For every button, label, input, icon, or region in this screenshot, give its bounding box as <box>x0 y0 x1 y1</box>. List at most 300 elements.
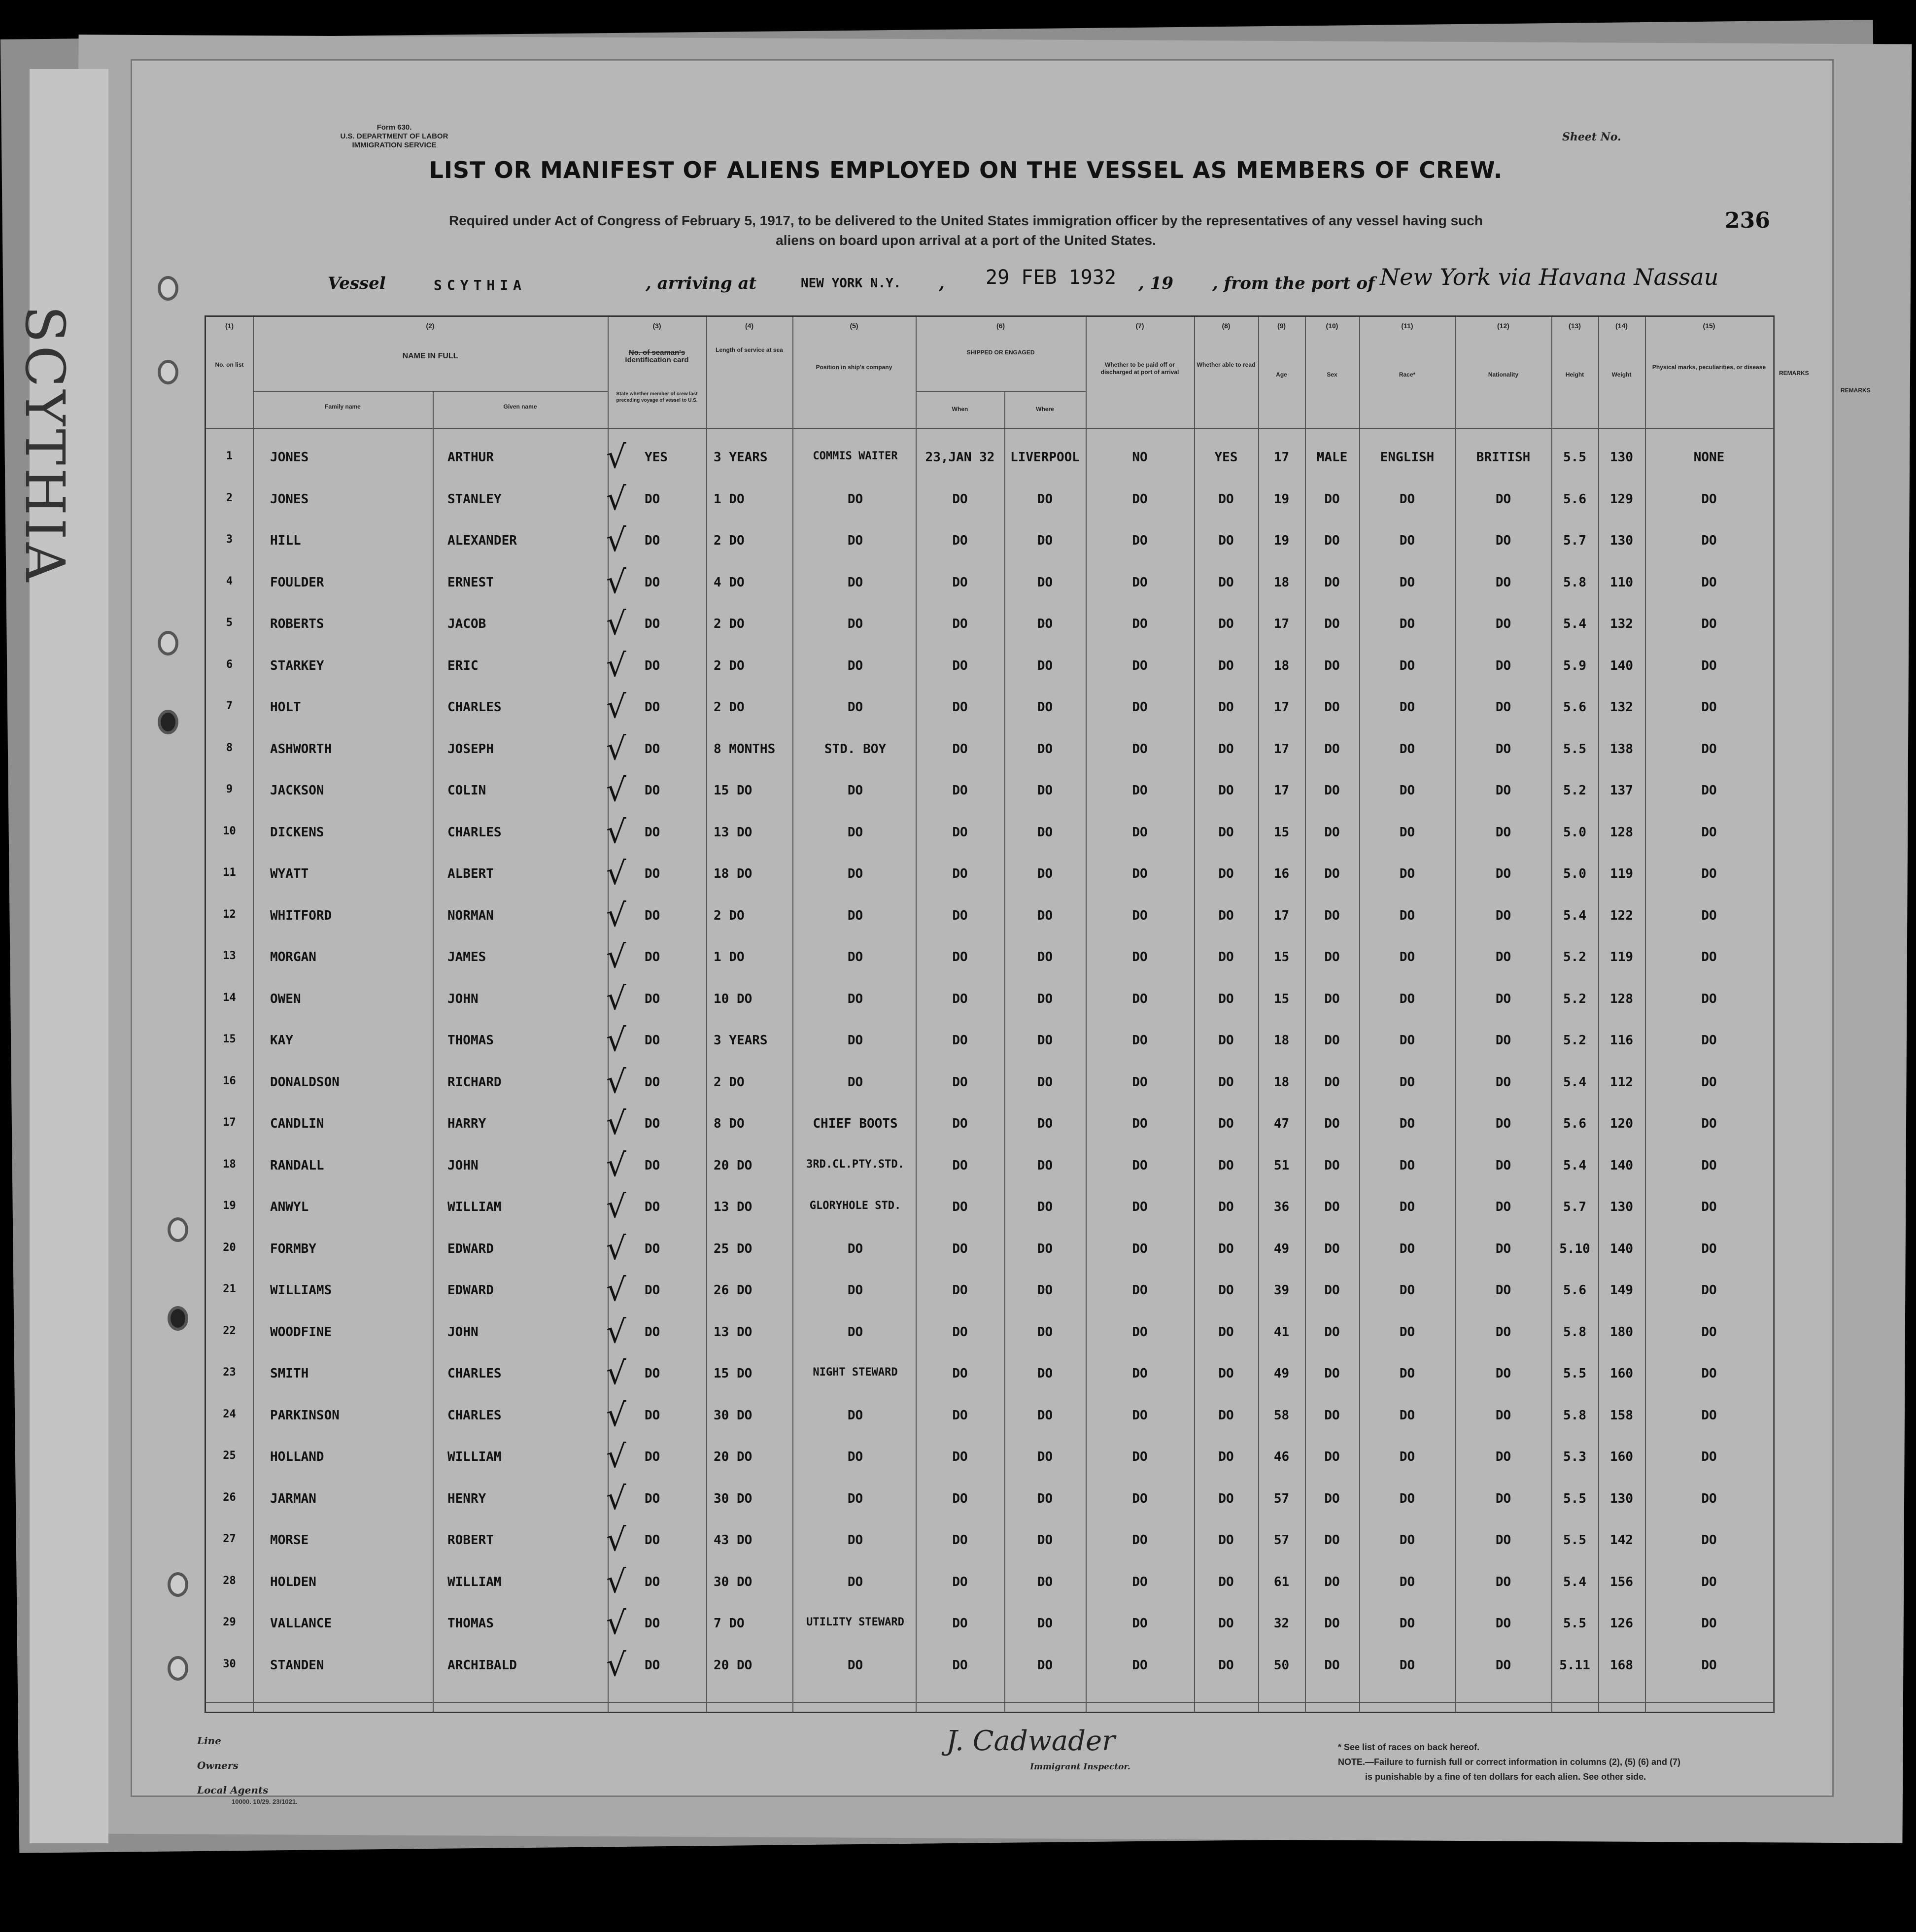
cell-service: 13 DO <box>714 1324 753 1340</box>
col-number: (2) <box>426 322 435 330</box>
cell-paid: NO <box>1132 450 1148 465</box>
cell-race: DO <box>1399 825 1415 840</box>
cell-phys: DO <box>1701 908 1717 923</box>
cell-no: 28 <box>223 1574 236 1587</box>
header-length-service: Length of service at sea <box>716 346 783 353</box>
cell-phys: DO <box>1701 783 1717 798</box>
cell-prev: DO <box>645 1074 660 1090</box>
cell-prev: DO <box>645 783 660 798</box>
cell-service: 20 DO <box>714 1449 753 1464</box>
cell-race: DO <box>1399 533 1415 548</box>
cell-service: 8 MONTHS <box>714 741 776 757</box>
cell-when: DO <box>952 991 968 1006</box>
cell-service: 3 YEARS <box>714 1033 768 1048</box>
cell-height: 5.4 <box>1563 1158 1586 1173</box>
cell-height: 5.8 <box>1563 575 1586 590</box>
cell-when: DO <box>952 1491 968 1506</box>
cell-sex: DO <box>1324 533 1340 548</box>
table-row <box>206 1189 1773 1229</box>
cell-weight: 132 <box>1610 617 1633 631</box>
stamp-number: 236 <box>1725 208 1770 233</box>
punch-hole <box>158 276 178 301</box>
table-row <box>206 689 1773 729</box>
cell-read: DO <box>1218 1657 1234 1673</box>
cell-position: DO <box>847 491 863 507</box>
cell-phys: DO <box>1701 1324 1717 1340</box>
cell-prev: DO <box>645 491 660 507</box>
cell-race: DO <box>1399 617 1415 631</box>
check-mark-icon: √ <box>606 1397 626 1434</box>
cell-nat: DO <box>1495 1283 1511 1298</box>
cell-given: JAMES <box>447 950 486 965</box>
cell-weight: 142 <box>1610 1533 1633 1548</box>
cell-position: DO <box>847 1074 863 1090</box>
cell-weight: 132 <box>1610 700 1633 715</box>
cell-nat: DO <box>1495 783 1511 798</box>
cell-where: DO <box>1037 1241 1053 1256</box>
cell-position: DO <box>847 783 863 798</box>
subtitle-line-2: aliens on board upon arrival at a port of the United States. <box>776 233 1156 248</box>
table-row <box>206 1105 1773 1146</box>
cell-service: 2 DO <box>714 1074 745 1090</box>
header-bottom-rule <box>206 428 1773 429</box>
check-mark-icon: √ <box>606 1272 626 1309</box>
cell-position: DO <box>847 1408 863 1423</box>
cell-prev: DO <box>645 1200 660 1214</box>
cell-prev: DO <box>645 1449 660 1464</box>
check-mark-icon: √ <box>606 1105 626 1142</box>
cell-where: DO <box>1037 741 1053 757</box>
strip-handwriting: SCYTHIA <box>13 306 76 585</box>
header-sex: Sex <box>1327 371 1337 378</box>
cell-nat: DO <box>1495 866 1511 881</box>
table-row <box>206 1605 1773 1646</box>
cell-height: 5.5 <box>1563 741 1586 757</box>
header-where: Where <box>1036 406 1054 413</box>
check-mark-icon: √ <box>606 897 626 934</box>
check-mark-icon: √ <box>606 1355 626 1392</box>
cell-no: 3 <box>226 533 233 546</box>
cell-weight: 140 <box>1610 1241 1633 1256</box>
cell-read: DO <box>1218 783 1234 798</box>
cell-family: DICKENS <box>270 825 324 840</box>
check-mark-icon: √ <box>606 1563 626 1600</box>
table-row <box>206 980 1773 1021</box>
cell-where: DO <box>1037 825 1053 840</box>
table-row <box>206 939 1773 979</box>
header-when: When <box>952 406 968 413</box>
check-mark-icon: √ <box>606 980 626 1017</box>
cell-where: DO <box>1037 491 1053 507</box>
cell-race: DO <box>1399 1533 1415 1548</box>
cell-prev: DO <box>645 1324 660 1340</box>
cell-given: EDWARD <box>447 1241 494 1256</box>
cell-sex: DO <box>1324 1158 1340 1173</box>
cell-prev: DO <box>645 741 660 757</box>
cell-height: 5.7 <box>1563 1200 1586 1214</box>
cell-phys: DO <box>1701 1158 1717 1173</box>
cell-when: DO <box>952 533 968 548</box>
cell-phys: DO <box>1701 1616 1717 1631</box>
cell-family: JARMAN <box>270 1491 316 1506</box>
cell-age: 16 <box>1273 866 1290 881</box>
cell-sex: DO <box>1324 1449 1340 1464</box>
cell-age: 15 <box>1273 991 1290 1006</box>
table-row <box>206 1563 1773 1604</box>
cell-height: 5.7 <box>1563 533 1586 548</box>
cell-nat: DO <box>1495 491 1511 507</box>
cell-sex: DO <box>1324 1283 1340 1298</box>
cell-paid: DO <box>1132 1616 1148 1631</box>
cell-height: 5.5 <box>1563 1366 1586 1381</box>
cell-read: DO <box>1218 533 1234 548</box>
cell-where: DO <box>1037 908 1053 923</box>
table-row <box>206 564 1773 605</box>
cell-phys: DO <box>1701 1366 1717 1381</box>
cell-where: DO <box>1037 617 1053 631</box>
punch-hole <box>158 710 178 734</box>
cell-height: 5.8 <box>1563 1324 1586 1340</box>
cell-weight: 128 <box>1610 991 1633 1006</box>
cell-prev: DO <box>645 991 660 1006</box>
cell-height: 5.8 <box>1563 1408 1586 1423</box>
col-number: (11) <box>1401 322 1413 330</box>
check-mark-icon: √ <box>606 814 626 851</box>
col-number: (15) <box>1703 322 1715 330</box>
col-rule <box>1773 317 1774 1712</box>
cell-age: 18 <box>1273 1033 1290 1048</box>
cell-height: 5.6 <box>1563 700 1586 715</box>
cell-service: 15 DO <box>714 1366 753 1381</box>
cell-paid: DO <box>1132 533 1148 548</box>
cell-read: DO <box>1218 1616 1234 1631</box>
cell-no: 9 <box>226 783 233 795</box>
col-number: (3) <box>652 322 661 330</box>
cell-age: 46 <box>1273 1449 1290 1464</box>
cell-position: DO <box>847 825 863 840</box>
cell-service: 3 YEARS <box>714 450 768 465</box>
cell-age: 49 <box>1273 1241 1290 1256</box>
cell-prev: DO <box>645 1116 660 1131</box>
from-port-handwritten: New York via Havana Nassau <box>1380 264 1719 290</box>
cell-given: ARTHUR <box>447 450 494 465</box>
header-family-name: Family name <box>325 403 361 410</box>
cell-service: 20 DO <box>714 1158 753 1173</box>
cell-service: 8 DO <box>714 1116 745 1131</box>
penalty-note-2: is punishable by a fine of ten dollars for each alien. See other side. <box>1365 1772 1646 1782</box>
cell-sex: DO <box>1324 1074 1340 1090</box>
cell-position: UTILITY STEWARD <box>806 1616 904 1628</box>
cell-service: 1 DO <box>714 491 745 507</box>
cell-sex: DO <box>1324 617 1340 631</box>
cell-given: WILLIAM <box>447 1574 502 1589</box>
cell-when: DO <box>952 1116 968 1131</box>
cell-where: DO <box>1037 533 1053 548</box>
cell-age: 17 <box>1273 700 1290 715</box>
header-given-name: Given name <box>503 403 537 410</box>
cell-when: DO <box>952 1074 968 1090</box>
cell-when: DO <box>952 1574 968 1589</box>
cell-prev: DO <box>645 575 660 590</box>
cell-where: DO <box>1037 1574 1053 1589</box>
cell-when: DO <box>952 1657 968 1673</box>
cell-when: DO <box>952 658 968 673</box>
cell-sex: DO <box>1324 1616 1340 1631</box>
cell-family: PARKINSON <box>270 1408 340 1423</box>
cell-phys: DO <box>1701 533 1717 548</box>
cell-no: 2 <box>226 491 233 504</box>
cell-when: DO <box>952 617 968 631</box>
cell-sex: DO <box>1324 658 1340 673</box>
cell-paid: DO <box>1132 908 1148 923</box>
cell-age: 49 <box>1273 1366 1290 1381</box>
cell-read: DO <box>1218 1033 1234 1048</box>
check-mark-icon: √ <box>606 689 626 725</box>
cell-service: 30 DO <box>714 1574 753 1589</box>
cell-paid: DO <box>1132 1116 1148 1131</box>
cell-race: DO <box>1399 991 1415 1006</box>
col-number: (13) <box>1569 322 1581 330</box>
cell-service: 30 DO <box>714 1408 753 1423</box>
cell-paid: DO <box>1132 950 1148 965</box>
cell-height: 5.10 <box>1559 1241 1590 1256</box>
cell-sex: DO <box>1324 825 1340 840</box>
cell-position: DO <box>847 1324 863 1340</box>
cell-read: DO <box>1218 991 1234 1006</box>
cell-prev: DO <box>645 866 660 881</box>
cell-sex: DO <box>1324 783 1340 798</box>
cell-given: COLIN <box>447 783 486 798</box>
cell-position: DO <box>847 700 863 715</box>
table-row <box>206 1439 1773 1479</box>
check-mark-icon: √ <box>606 1439 626 1475</box>
cell-race: DO <box>1399 1574 1415 1589</box>
cell-race: DO <box>1399 1449 1415 1464</box>
cell-paid: DO <box>1132 575 1148 590</box>
cell-paid: DO <box>1132 1158 1148 1173</box>
cell-given: ERNEST <box>447 575 494 590</box>
cell-family: WYATT <box>270 866 309 881</box>
cell-service: 7 DO <box>714 1616 745 1631</box>
cell-sex: MALE <box>1316 450 1348 465</box>
cell-nat: BRITISH <box>1476 450 1531 465</box>
table-row <box>206 1272 1773 1312</box>
punch-hole <box>158 360 178 384</box>
cell-family: ROBERTS <box>270 617 324 631</box>
cell-prev: DO <box>645 1033 660 1048</box>
cell-race: DO <box>1399 700 1415 715</box>
check-mark-icon: √ <box>606 606 626 642</box>
punch-hole <box>168 1217 188 1242</box>
table-row <box>206 1480 1773 1521</box>
cell-service: 13 DO <box>714 1200 753 1214</box>
cell-weight: 119 <box>1610 950 1633 965</box>
remarks-header-outer: REMARKS <box>1841 387 1871 394</box>
cell-weight: 140 <box>1610 658 1633 673</box>
cell-family: JONES <box>270 491 309 507</box>
cell-phys: DO <box>1701 658 1717 673</box>
check-mark-icon: √ <box>606 856 626 892</box>
cell-given: JOHN <box>447 1158 479 1173</box>
arriving-label: , arriving at <box>646 274 757 293</box>
cell-family: DONALDSON <box>270 1074 340 1090</box>
arrival-date-stamp: 29 FEB 1932 <box>986 266 1116 289</box>
cell-nat: DO <box>1495 1366 1511 1381</box>
cell-paid: DO <box>1132 491 1148 507</box>
cell-given: CHARLES <box>447 1408 502 1423</box>
cell-given: JOHN <box>447 1324 479 1340</box>
cell-phys: DO <box>1701 1533 1717 1548</box>
cell-service: 26 DO <box>714 1283 753 1298</box>
cell-paid: DO <box>1132 1200 1148 1214</box>
cell-nat: DO <box>1495 658 1511 673</box>
cell-family: JACKSON <box>270 783 324 798</box>
check-mark-icon: √ <box>606 1522 626 1558</box>
cell-position: DO <box>847 617 863 631</box>
cell-race: DO <box>1399 1324 1415 1340</box>
cell-no: 14 <box>223 991 236 1004</box>
name-subheader-rule <box>253 391 608 392</box>
cell-nat: DO <box>1495 533 1511 548</box>
cell-age: 17 <box>1273 741 1290 757</box>
cell-given: ROBERT <box>447 1533 494 1548</box>
cell-age: 61 <box>1273 1574 1290 1589</box>
cell-weight: 180 <box>1610 1324 1633 1340</box>
cell-paid: DO <box>1132 1324 1148 1340</box>
cell-given: JOHN <box>447 991 479 1006</box>
cell-position: DO <box>847 1574 863 1589</box>
cell-height: 5.5 <box>1563 1533 1586 1548</box>
cell-race: DO <box>1399 1616 1415 1631</box>
cell-family: HILL <box>270 533 301 548</box>
cell-phys: DO <box>1701 491 1717 507</box>
cell-no: 25 <box>223 1449 236 1462</box>
crew-manifest-table <box>205 315 1775 1713</box>
table-row <box>206 897 1773 938</box>
table-row <box>206 1647 1773 1688</box>
cell-no: 26 <box>223 1491 236 1504</box>
cell-read: DO <box>1218 1074 1234 1090</box>
cell-position: DO <box>847 1283 863 1298</box>
cell-no: 11 <box>223 866 236 879</box>
cell-race: DO <box>1399 1491 1415 1506</box>
cell-race: DO <box>1399 1033 1415 1048</box>
table-row <box>206 1313 1773 1354</box>
cell-age: 41 <box>1273 1324 1290 1340</box>
cell-nat: DO <box>1495 1491 1511 1506</box>
cell-sex: DO <box>1324 1408 1340 1423</box>
table-row <box>206 647 1773 688</box>
check-mark-icon: √ <box>606 481 626 518</box>
header-height: Height <box>1565 371 1584 378</box>
header-position: Position in ship's company <box>816 364 892 371</box>
cell-where: DO <box>1037 1408 1053 1423</box>
cell-given: WILLIAM <box>447 1449 502 1464</box>
cell-age: 19 <box>1273 491 1290 507</box>
cell-position: CHIEF BOOTS <box>813 1116 898 1131</box>
cell-sex: DO <box>1324 1366 1340 1381</box>
check-mark-icon: √ <box>606 1064 626 1101</box>
cell-age: 17 <box>1273 617 1290 631</box>
table-row <box>206 439 1773 480</box>
check-mark-icon: √ <box>606 522 626 559</box>
cell-height: 5.5 <box>1563 1616 1586 1631</box>
cell-paid: DO <box>1132 866 1148 881</box>
cell-service: 4 DO <box>714 575 745 590</box>
cell-family: ASHWORTH <box>270 741 332 757</box>
cell-paid: DO <box>1132 825 1148 840</box>
cell-prev: DO <box>645 1574 660 1589</box>
check-mark-icon: √ <box>606 730 626 767</box>
cell-phys: DO <box>1701 575 1717 590</box>
header-no-on-list: No. on list <box>215 361 244 368</box>
cell-read: DO <box>1218 1158 1234 1173</box>
cell-weight: 138 <box>1610 741 1633 757</box>
cell-phys: DO <box>1701 1283 1717 1298</box>
col-number: (10) <box>1326 322 1338 330</box>
cell-position: DO <box>847 908 863 923</box>
header-weight: Weight <box>1611 371 1632 378</box>
shipped-subheader-rule <box>916 391 1086 392</box>
cell-weight: 119 <box>1610 866 1633 881</box>
col-number: (14) <box>1615 322 1628 330</box>
cell-paid: DO <box>1132 617 1148 631</box>
cell-family: MORGAN <box>270 950 316 965</box>
cell-position: NIGHT STEWARD <box>813 1366 898 1379</box>
cell-prev: DO <box>645 1616 660 1631</box>
cell-nat: DO <box>1495 1408 1511 1423</box>
cell-weight: 130 <box>1610 1200 1633 1214</box>
cell-no: 12 <box>223 908 236 921</box>
cell-phys: NONE <box>1693 450 1725 465</box>
check-mark-icon: √ <box>606 1480 626 1517</box>
cell-weight: 156 <box>1610 1574 1633 1589</box>
cell-position: GLORYHOLE STD. <box>809 1200 901 1212</box>
cell-family: HOLDEN <box>270 1574 316 1589</box>
cell-age: 51 <box>1273 1158 1290 1173</box>
form-number: Form 630. <box>376 123 412 132</box>
cell-no: 10 <box>223 825 236 837</box>
header-previous-voyage: State whether member of crew last preceding voyage of vessel to U.S. <box>616 391 698 403</box>
cell-sex: DO <box>1324 950 1340 965</box>
table-row <box>206 1230 1773 1271</box>
cell-nat: DO <box>1495 700 1511 715</box>
cell-prev: DO <box>645 908 660 923</box>
cell-age: 17 <box>1273 783 1290 798</box>
cell-race: DO <box>1399 1408 1415 1423</box>
cell-age: 50 <box>1273 1657 1290 1673</box>
cell-where: DO <box>1037 1074 1053 1090</box>
cell-where: DO <box>1037 1366 1053 1381</box>
cell-no: 22 <box>223 1324 236 1337</box>
cell-paid: DO <box>1132 1533 1148 1548</box>
cell-race: DO <box>1399 575 1415 590</box>
cell-where: DO <box>1037 1033 1053 1048</box>
cell-sex: DO <box>1324 908 1340 923</box>
table-row <box>206 1397 1773 1438</box>
cell-given: THOMAS <box>447 1616 494 1631</box>
cell-sex: DO <box>1324 1324 1340 1340</box>
cell-position: DO <box>847 533 863 548</box>
cell-nat: DO <box>1495 825 1511 840</box>
cell-weight: 110 <box>1610 575 1633 590</box>
cell-family: STARKEY <box>270 658 324 673</box>
cell-service: 2 DO <box>714 700 745 715</box>
table-row <box>206 481 1773 521</box>
vessel-name: SCYTHIA <box>434 277 527 293</box>
cell-family: KAY <box>270 1033 293 1048</box>
cell-given: CHARLES <box>447 700 502 715</box>
